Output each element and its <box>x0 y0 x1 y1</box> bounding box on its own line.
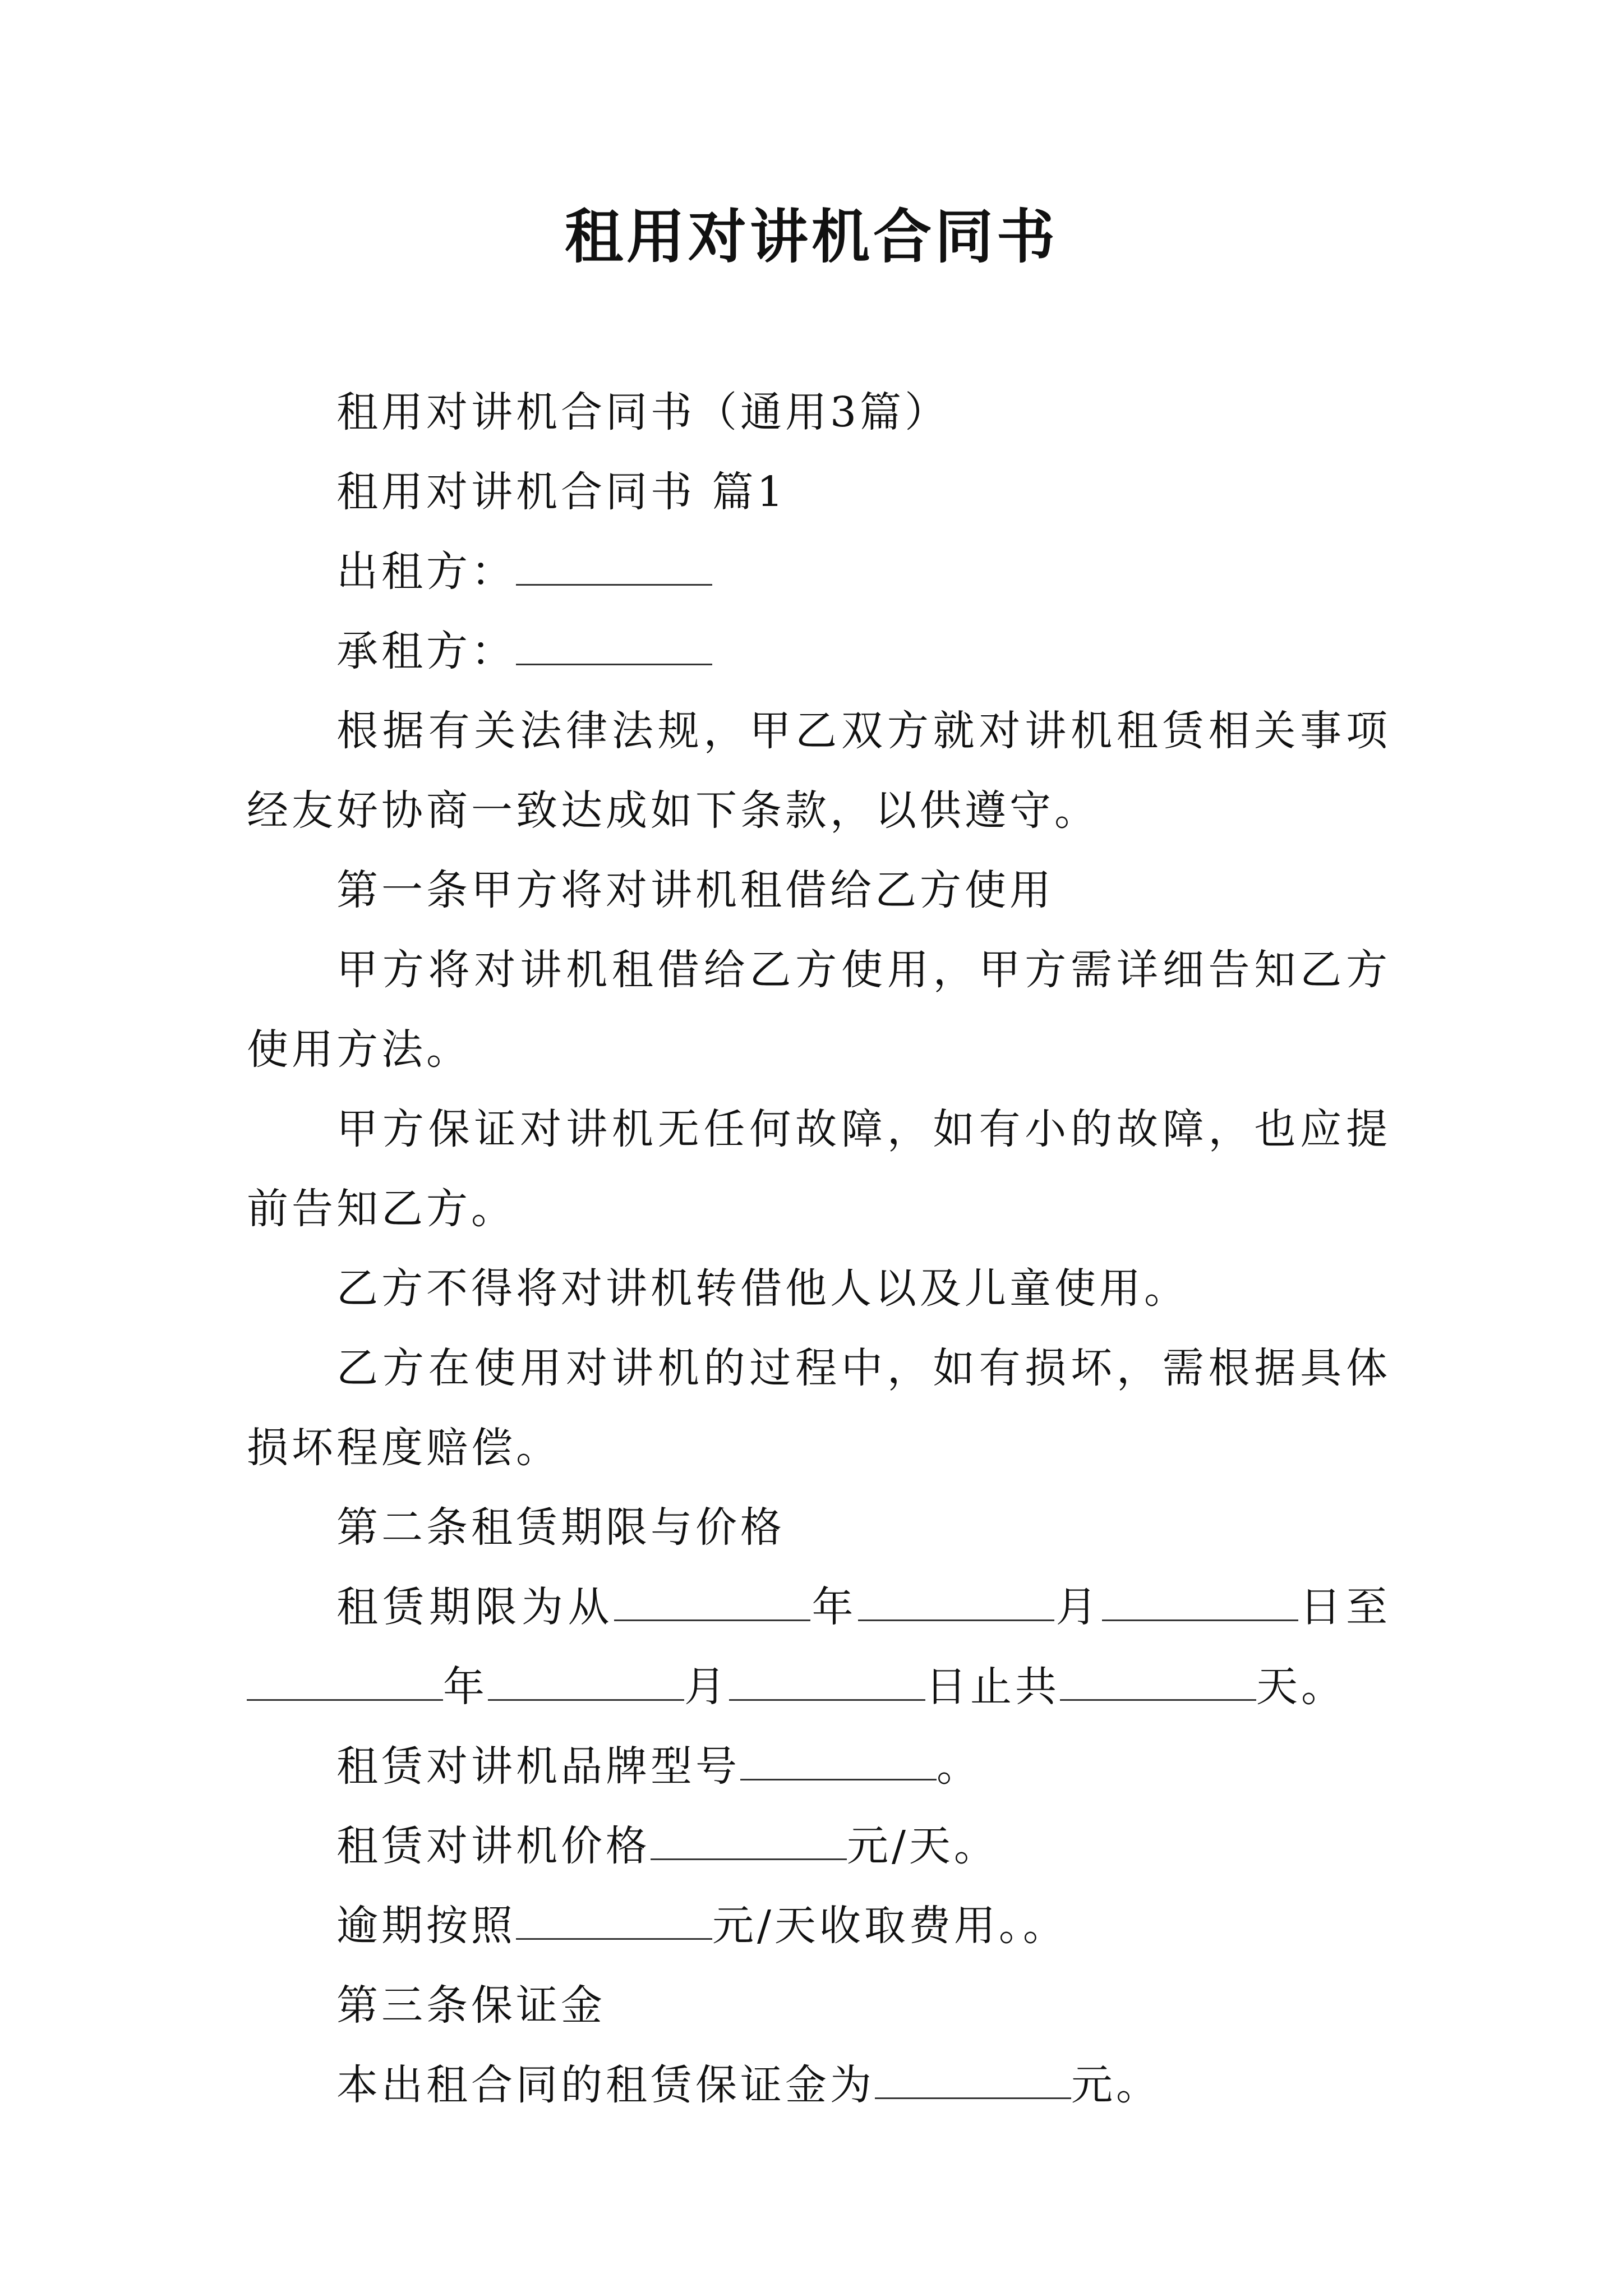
lessor-line <box>247 532 1391 611</box>
lessor-blank <box>516 548 712 586</box>
start-day-blank <box>1102 1584 1298 1621</box>
article2-title: 第二条租赁期限与价格 <box>336 1503 785 1552</box>
model-blank <box>740 1743 937 1780</box>
overdue-label: 逾期按照 <box>336 1902 516 1950</box>
price-blank <box>651 1823 847 1860</box>
lessor-label: 出租方： <box>336 547 516 596</box>
overdue-line <box>247 1886 1391 1966</box>
price-line <box>247 1806 1391 1886</box>
month-label: 月 <box>1054 1583 1102 1631</box>
section-heading: 租用对讲机合同书 篇1 <box>336 468 787 516</box>
year-label-2: 年 <box>443 1663 488 1711</box>
article1-paragraph-1: 甲方将对讲机租借给乙方使用，甲方需详细告知乙方使用方法。 <box>247 946 1391 1074</box>
deposit-label: 本出租合同的租赁保证金为 <box>336 2061 875 2109</box>
deposit-line <box>247 2045 1391 2125</box>
lessee-label: 承租方： <box>336 627 516 675</box>
deposit-blank <box>875 2062 1071 2099</box>
overdue-unit: 元/天收取费用。。 <box>712 1902 1068 1950</box>
model-end: 。 <box>937 1742 981 1791</box>
lessee-line <box>247 611 1391 691</box>
end-month-blank <box>488 1663 684 1701</box>
document-title: 租用对讲机合同书 <box>564 202 1058 271</box>
start-year-blank <box>614 1584 810 1621</box>
day-to-label: 日至 <box>1298 1583 1391 1631</box>
article3-title: 第三条保证金 <box>336 1981 606 2030</box>
document-subtitle: 租用对讲机合同书（通用3篇） <box>336 388 950 436</box>
month-label-2: 月 <box>684 1663 729 1711</box>
overdue-blank <box>516 1902 712 1940</box>
article1-title: 第一条甲方将对讲机租借给乙方使用 <box>336 866 1054 914</box>
day-until-label: 日止共 <box>925 1663 1060 1711</box>
intro-paragraph: 根据有关法律法规，甲乙双方就对讲机租赁相关事项经友好协商一致达成如下条款，以供遵守。 <box>247 707 1391 835</box>
lessee-blank <box>516 628 712 665</box>
end-day-blank <box>729 1663 925 1701</box>
article1-paragraph-3: 乙方不得将对讲机转借他人以及儿童使用。 <box>336 1264 1189 1313</box>
days-end-label: 天。 <box>1256 1663 1346 1711</box>
price-unit: 元/天。 <box>847 1822 999 1870</box>
article1-paragraph-4: 乙方在使用对讲机的过程中，如有损坏，需根据具体损坏程度赔偿。 <box>247 1344 1391 1472</box>
model-line <box>247 1727 1391 1806</box>
lease-period-paragraph <box>247 1567 1391 1727</box>
deposit-unit: 元。 <box>1071 2061 1161 2109</box>
article1-paragraph-2: 甲方保证对讲机无任何故障，如有小的故障，也应提前告知乙方。 <box>247 1105 1391 1233</box>
total-days-blank <box>1060 1663 1256 1701</box>
document-body <box>247 372 1391 2125</box>
year-label: 年 <box>810 1583 858 1631</box>
start-month-blank <box>858 1584 1054 1621</box>
model-label: 租赁对讲机品牌型号 <box>336 1742 740 1791</box>
period-prefix: 租赁期限为从 <box>336 1583 614 1631</box>
end-year-blank <box>247 1663 443 1701</box>
price-label: 租赁对讲机价格 <box>336 1822 651 1870</box>
